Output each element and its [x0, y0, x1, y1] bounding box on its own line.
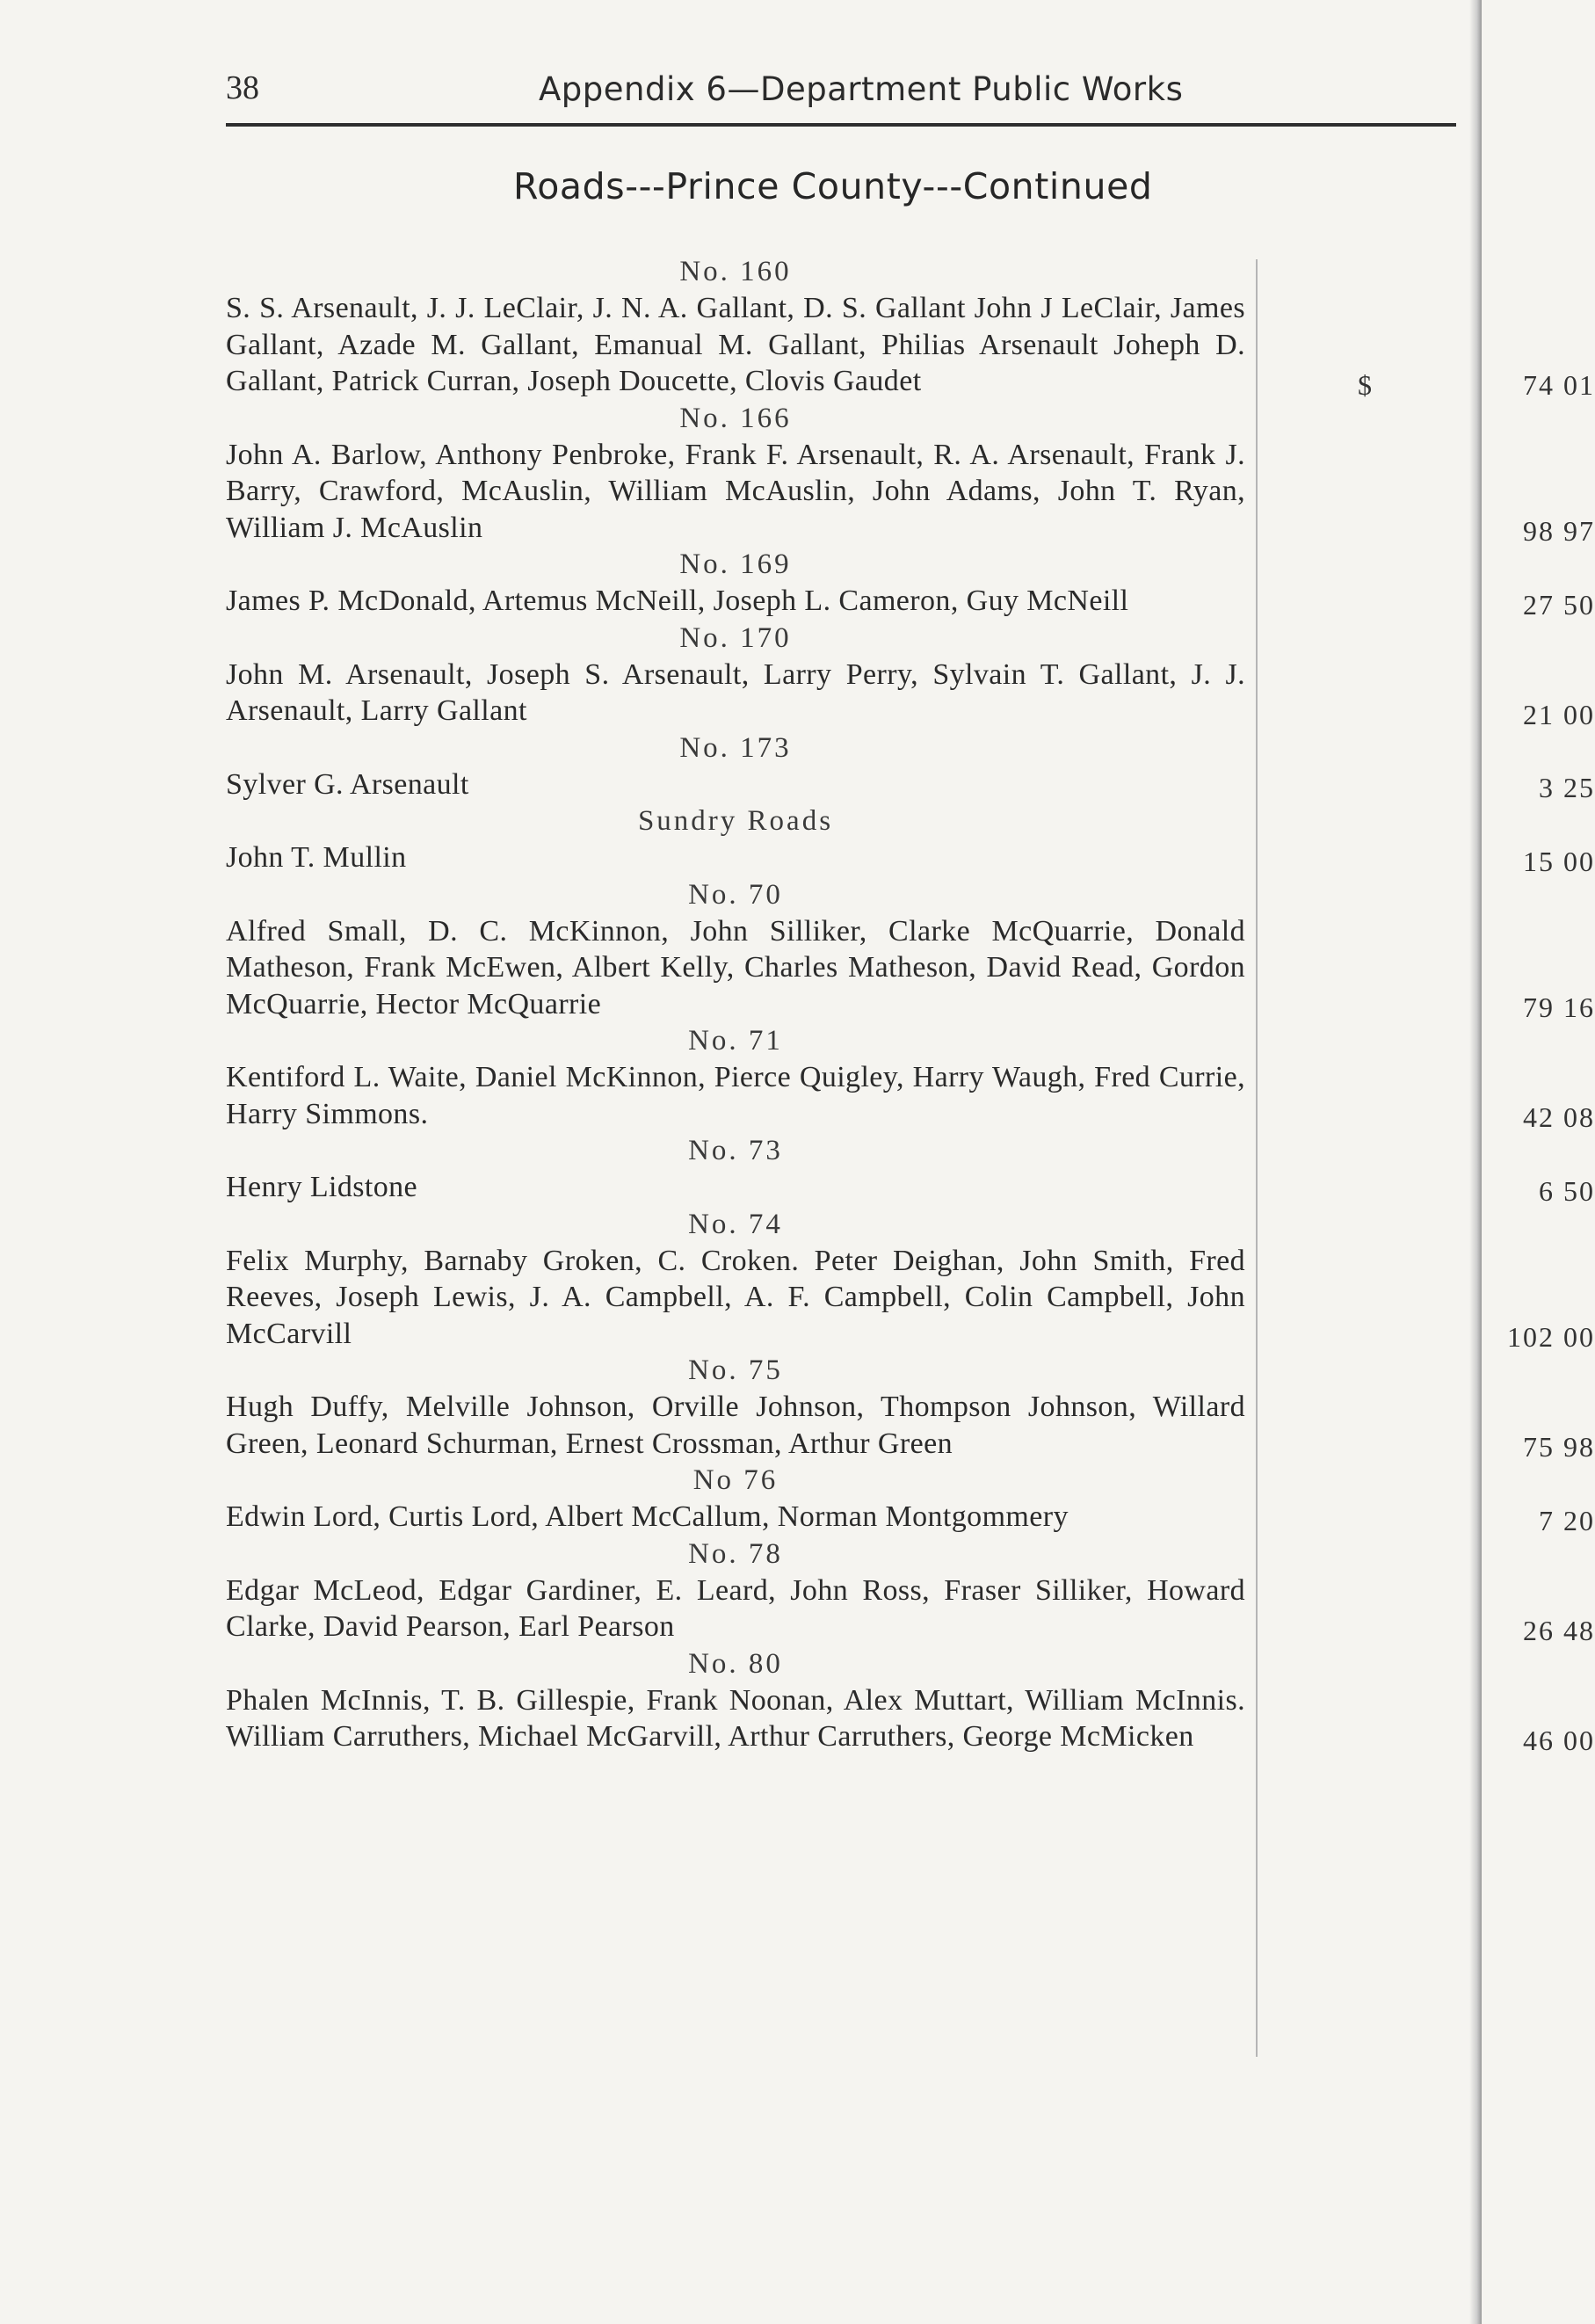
road-number-heading: Sundry Roads: [637, 805, 834, 837]
road-amount: 98 97: [1523, 515, 1595, 547]
road-amount: 21 00: [1523, 698, 1595, 730]
road-entry: [226, 1536, 1595, 1646]
road-amount: 26 48: [1523, 1614, 1595, 1646]
road-workers-list: Sylver G. Arsenault: [226, 767, 469, 801]
road-number-heading: No. 71: [688, 1025, 783, 1057]
road-workers-list: Hugh Duffy, Melville Johnson, Orville Johnson, Thompson Johnson, Willard Green, Leonard Schurman, Ernest Crossman, Arthur Green: [226, 1391, 1245, 1460]
road-number-heading: No. 160: [679, 256, 792, 287]
road-workers-list: Edgar McLeod, Edgar Gardiner, E. Leard, John Ross, Fraser Silliker, Howard Clarke, David Pearson, Earl Pearson: [226, 1573, 1245, 1643]
road-entry: [226, 1206, 1595, 1353]
header-rule: [226, 123, 1456, 127]
road-amount: 3 25: [1539, 772, 1595, 803]
road-entry: [226, 1462, 1595, 1536]
page-header: [226, 69, 1456, 118]
road-workers-list: Henry Lidstone: [226, 1171, 418, 1203]
currency-symbol: $: [1358, 368, 1374, 401]
road-entry: [226, 546, 1595, 621]
road-entry: [226, 1645, 1595, 1756]
road-number-heading: No 76: [692, 1464, 779, 1496]
road-amount: 42 08: [1523, 1101, 1595, 1133]
road-workers-list: John A. Barlow, Anthony Penbroke, Frank F. Arsenault, R. A. Arsenault, Frank J. Barry, Crawford, McAuslin, William McAuslin, John Adams, John T. Ryan, William J. McAuslin: [226, 438, 1245, 544]
road-number-heading: No. 70: [688, 878, 783, 911]
road-entry: [226, 803, 1595, 877]
road-workers-list: S. S. Arsenault, J. J. LeClair, J. N. A. Gallant, D. S. Gallant John J LeClair, James Gallant, Azade M. Gallant, Emanual M. Gallant, Philias Arsenault Joheph D. Gallant, Patrick Curran, Joseph Doucette, Clovis Gaudet: [226, 292, 1245, 397]
amount-column-rule: [1256, 259, 1258, 2057]
page-number: 38: [226, 69, 259, 106]
road-number-heading: No. 75: [688, 1354, 783, 1386]
road-number-heading: No. 173: [679, 731, 792, 764]
road-amount-value: 74 01: [1523, 368, 1595, 401]
road-workers-list: John T. Mullin: [226, 841, 407, 874]
page-edge-shadow: [1469, 0, 1482, 2324]
road-entry: [226, 730, 1595, 803]
road-number-heading: No. 80: [688, 1647, 783, 1680]
road-entry: [226, 1132, 1595, 1207]
road-entry: [226, 876, 1595, 1023]
road-number-heading: No. 78: [688, 1537, 783, 1570]
road-amount: 6 50: [1539, 1174, 1595, 1207]
road-workers-list: Edwin Lord, Curtis Lord, Albert McCallum, Norman Montgommery: [226, 1500, 1069, 1533]
road-workers-list: Alfred Small, D. C. McKinnon, John Silliker, Clarke McQuarrie, Donald Matheson, Frank McEwen, Albert Kelly, Charles Matheson, David Read, Gordon McQuarrie, Hector McQuarrie: [226, 914, 1245, 1020]
road-number-heading: No. 169: [679, 548, 792, 580]
section-title: Roads---Prince County---Continued: [513, 165, 1153, 207]
road-amount: 15 00: [1523, 845, 1595, 877]
running-title: Appendix 6—Department Public Works: [539, 70, 1184, 108]
road-number-heading: No. 170: [679, 621, 792, 654]
road-entry: [226, 1022, 1595, 1133]
road-workers-list: Felix Murphy, Barnaby Groken, C. Croken. Peter Deighan, John Smith, Fred Reeves, Joseph Lewis, J. A. Campbell, A. F. Campbell, Colin Campbell, John McCarvill: [226, 1244, 1245, 1350]
road-workers-list: James P. McDonald, Artemus McNeill, Joseph L. Cameron, Guy McNeill: [226, 585, 1129, 617]
road-workers-list: John M. Arsenault, Joseph S. Arsenault, Larry Perry, Sylvain T. Gallant, J. J. Arsenault, Larry Gallant: [226, 657, 1245, 727]
road-amount: 75 98: [1523, 1431, 1595, 1463]
road-entry: [226, 400, 1595, 547]
road-workers-list: Kentiford L. Waite, Daniel McKinnon, Pierce Quigley, Harry Waugh, Fred Currie, Harry Simmons.: [226, 1061, 1245, 1130]
road-amount: 27 50: [1523, 588, 1595, 621]
road-amount: 46 00: [1523, 1724, 1595, 1756]
road-number-heading: No. 73: [688, 1135, 783, 1166]
road-entry: [226, 620, 1595, 730]
road-number-heading: No. 74: [688, 1208, 783, 1240]
road-entries: [226, 253, 1595, 1756]
road-entry: [226, 1352, 1595, 1463]
road-workers-list: Phalen McInnis, T. B. Gillespie, Frank Noonan, Alex Muttart, William McInnis. William Carruthers, Michael McGarvill, Arthur Carruthers, George McMicken: [226, 1683, 1245, 1753]
road-amount: 7 20: [1539, 1504, 1595, 1536]
road-amount: [1358, 368, 1595, 402]
road-amount: 79 16: [1523, 991, 1595, 1023]
road-amount: 102 00: [1507, 1321, 1595, 1353]
road-entry: [226, 253, 1595, 401]
road-number-heading: No. 166: [679, 402, 792, 434]
